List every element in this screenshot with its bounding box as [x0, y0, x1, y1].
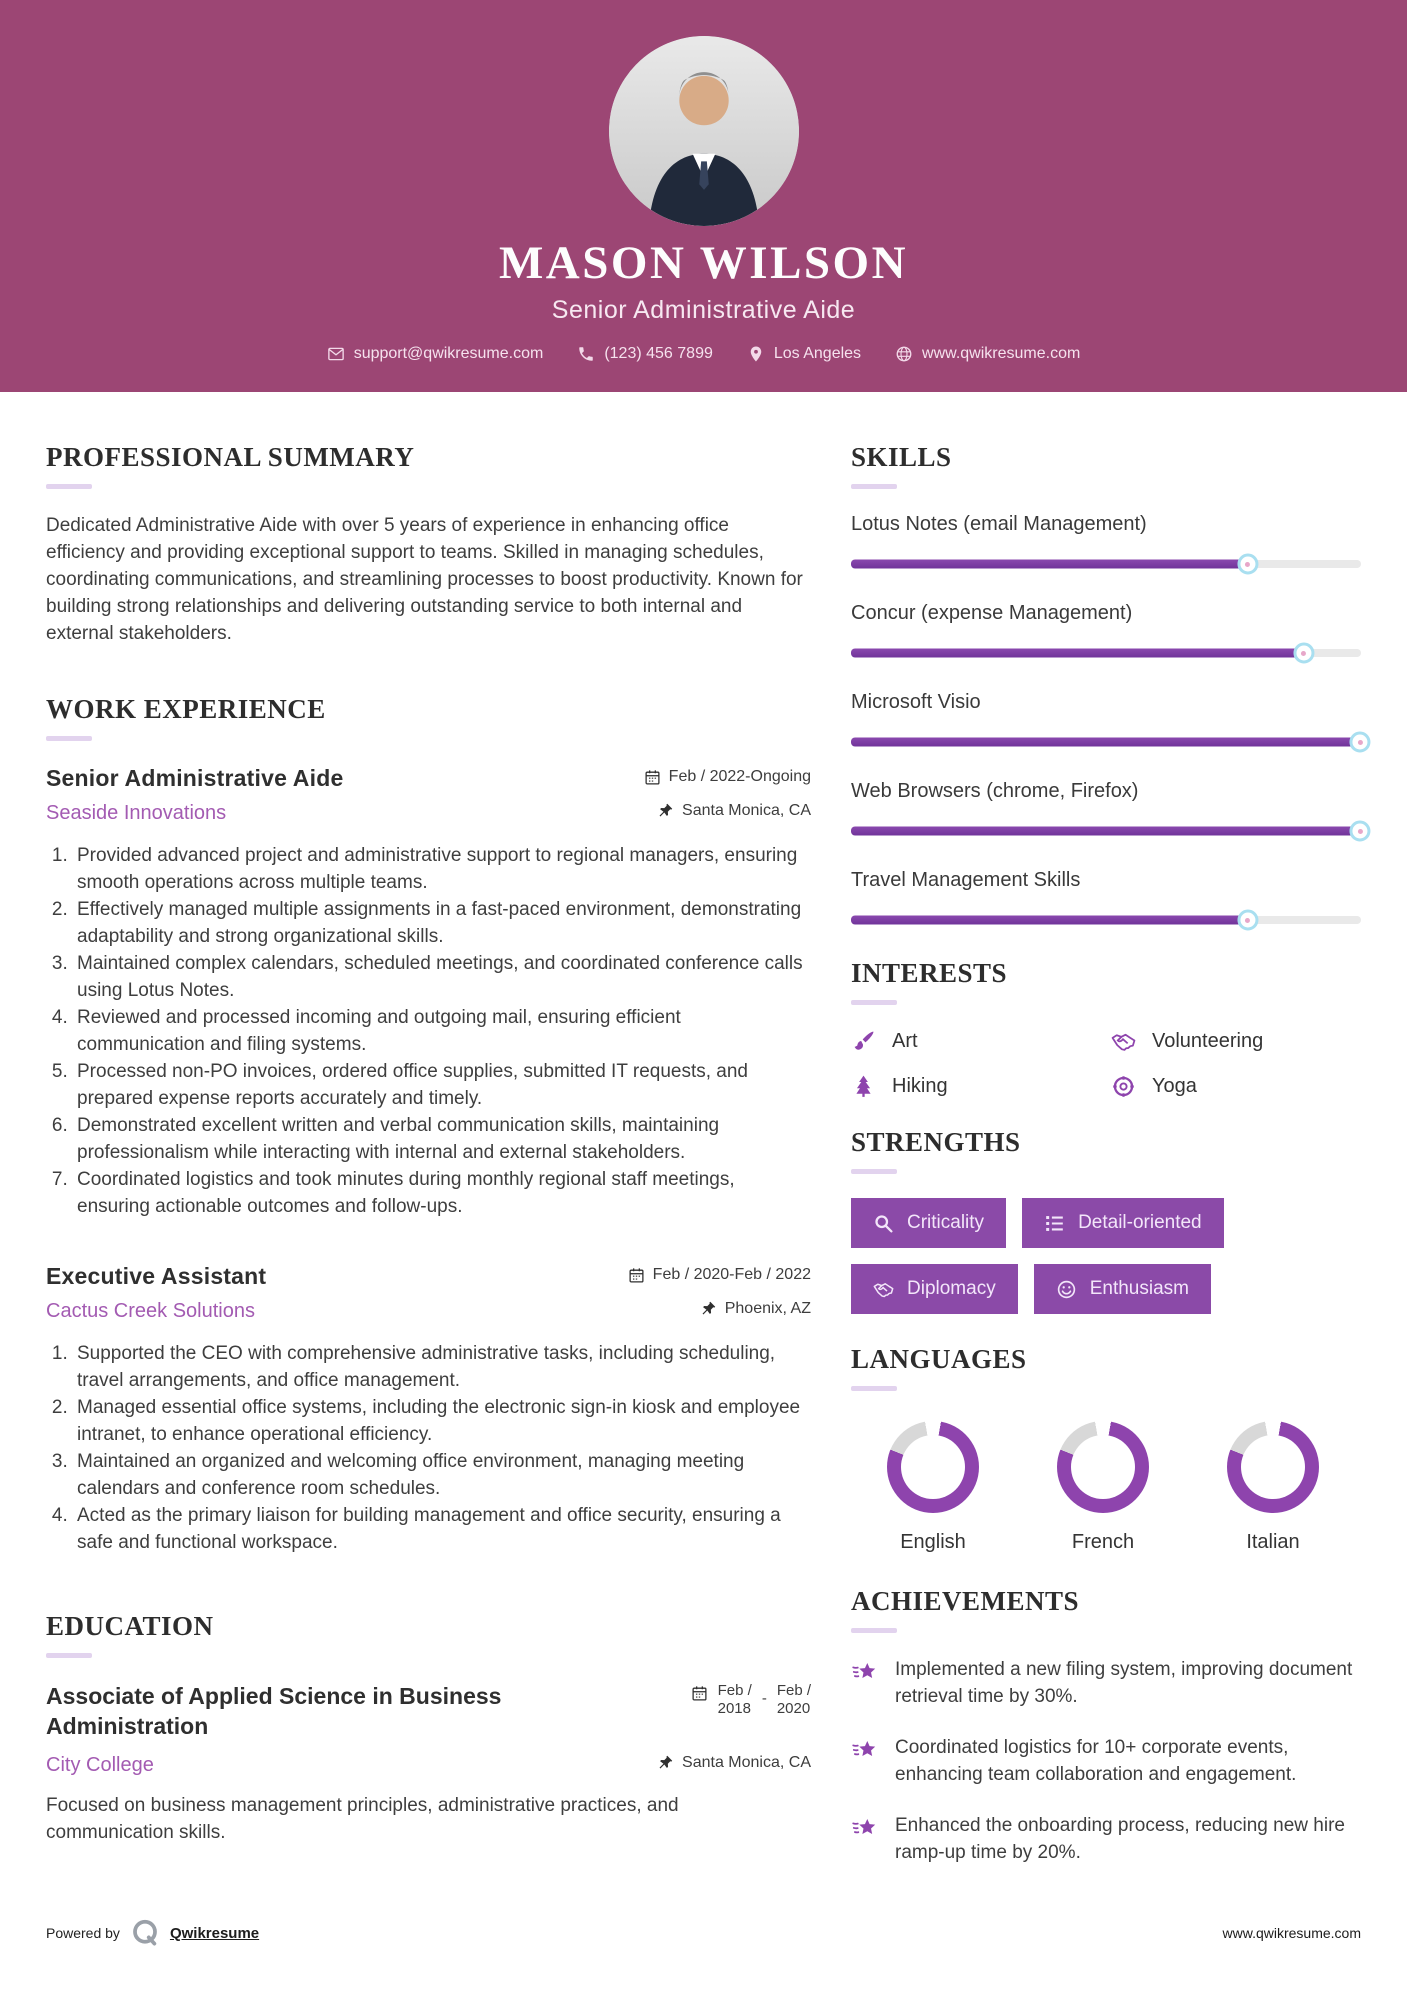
left-column [46, 442, 811, 1891]
section-heading: STRENGTHS [851, 1127, 1021, 1157]
strength-label: Enthusiasm [1089, 1278, 1189, 1299]
section-professional-summary [46, 442, 811, 648]
job-bullet: 7. Coordinated logistics and took minutes during monthly regional staff meetings, ensuring actionable outcomes and follow-ups. [73, 1167, 811, 1221]
header [0, 0, 1407, 392]
language-donut [1057, 1421, 1149, 1513]
section-achievements [851, 1586, 1361, 1867]
section-interests [851, 958, 1361, 1099]
skill-item [851, 780, 1361, 842]
skill-label: Web Browsers (chrome, Firefox) [851, 780, 1139, 802]
qwikresume-link[interactable]: Qwikresume [169, 1924, 260, 1942]
section-heading: EDUCATION [46, 1611, 214, 1642]
language-donut [1227, 1421, 1319, 1513]
job-bullet: 3. Maintained an organized and welcoming office environment, managing meeting calendars and conference room schedules. [73, 1449, 811, 1503]
interest-label: Hiking [892, 1075, 948, 1097]
shooting-star-icon [851, 1737, 878, 1764]
skill-slider[interactable] [851, 909, 1361, 931]
phone-link[interactable] [577, 345, 713, 363]
skill-item [851, 602, 1361, 664]
interest-item [1111, 1029, 1361, 1054]
job-location: Santa Monica, CA [682, 801, 811, 819]
right-column [851, 442, 1361, 1891]
section-education [46, 1611, 811, 1847]
skill-label: Microsoft Visio [851, 691, 981, 713]
tree-icon [851, 1074, 876, 1099]
job-entry [46, 765, 811, 1221]
language-label: English [900, 1531, 966, 1553]
interest-label: Art [892, 1030, 918, 1052]
slider-thumb[interactable] [1349, 732, 1370, 753]
summary-text: Dedicated Administrative Aide with over 5 years of experience in enhancing office efficiency and providing exceptional support to teams. Skilled in managing schedules, coordinating communications, and streamlining processes to boost productivity. Known for building strong relationships and delivering outstanding service to both internal and external stakeholders. [46, 515, 803, 644]
magnifier-icon [873, 1213, 894, 1234]
skill-slider[interactable] [851, 553, 1361, 575]
footer [46, 1918, 1361, 1948]
achievement-text: Enhanced the onboarding process, reducing new hire ramp-up time by 20%. [895, 1814, 1345, 1863]
handshake-icon [1111, 1029, 1136, 1054]
paintbrush-icon [851, 1029, 876, 1054]
heading-rule [46, 736, 92, 741]
job-title: Executive Assistant [46, 1262, 267, 1289]
job-bullet: 1. Provided advanced project and administrative support to regional managers, ensuring smooth operations across multiple teams. [73, 843, 811, 897]
education-location: Santa Monica, CA [682, 1753, 811, 1771]
handshake-icon [873, 1279, 894, 1300]
heading-rule [851, 1169, 897, 1174]
slider-fill [851, 649, 1305, 658]
email-link[interactable] [327, 345, 544, 363]
skill-slider[interactable] [851, 820, 1361, 842]
calendar-icon [644, 769, 661, 786]
interest-label: Volunteering [1152, 1030, 1264, 1052]
location-item [747, 345, 861, 363]
section-heading: ACHIEVEMENTS [851, 1586, 1080, 1616]
website-link[interactable] [895, 345, 1080, 363]
page-title: MASON WILSON [498, 237, 909, 289]
job-entry [46, 1263, 811, 1557]
date-separator: - [761, 1690, 767, 1708]
section-heading: WORK EXPERIENCE [46, 693, 326, 724]
achievement-text: Coordinated logistics for 10+ corporate events, enhancing team collaboration and engagement. [895, 1736, 1297, 1785]
website-text: www.qwikresume.com [922, 345, 1081, 362]
date-from-month: Feb / [717, 1682, 752, 1700]
section-work-experience [46, 694, 811, 1557]
pushpin-icon [657, 1754, 674, 1771]
job-bullet: 4. Reviewed and processed incoming and outgoing mail, ensuring efficient communication and filing systems. [73, 1005, 811, 1059]
strength-label: Detail-oriented [1078, 1212, 1202, 1233]
job-bullet-list [46, 843, 811, 1221]
job-bullet: 2. Managed essential office systems, including the electronic sign-in kiosk and employee intranet, to enhance operational efficiency. [73, 1395, 811, 1449]
job-date: Feb / 2022-Ongoing [668, 768, 811, 786]
section-heading: SKILLS [851, 442, 952, 472]
shooting-star-icon [851, 1815, 878, 1842]
skill-item [851, 869, 1361, 931]
slider-fill [851, 738, 1361, 747]
envelope-icon [327, 345, 345, 363]
section-languages [851, 1344, 1361, 1554]
profile-photo [609, 36, 799, 226]
language-item [1203, 1421, 1343, 1554]
slider-thumb[interactable] [1237, 554, 1258, 575]
date-from-year: 2018 [717, 1700, 751, 1718]
qwikresume-logo-icon [130, 1918, 160, 1948]
footer-website[interactable]: www.qwikresume.com [1222, 1925, 1361, 1941]
language-item [863, 1421, 1003, 1554]
email-text: support@qwikresume.com [353, 345, 544, 362]
job-title: Senior Administrative Aide [46, 764, 344, 791]
list-icon [1044, 1213, 1065, 1234]
job-bullet: 6. Demonstrated excellent written and verbal communication skills, maintaining professionalism while interacting with internal and external stakeholders. [73, 1113, 811, 1167]
job-bullet: 4. Acted as the primary liaison for building management and office security, ensuring a safe and functional workspace. [73, 1503, 811, 1557]
skill-label: Travel Management Skills [851, 869, 1081, 891]
job-bullet: 1. Supported the CEO with comprehensive administrative tasks, including scheduling, travel arrangements, and office management. [73, 1341, 811, 1395]
job-location: Phoenix, AZ [724, 1299, 811, 1317]
slider-thumb[interactable] [1237, 910, 1258, 931]
calendar-icon [628, 1267, 645, 1284]
heading-rule [851, 1386, 897, 1391]
education-description: Focused on business management principles, administrative practices, and communication skills. [46, 1795, 679, 1844]
heading-rule [46, 484, 92, 489]
powered-by-label: Powered by [46, 1925, 120, 1941]
job-headline: Senior Administrative Aide [551, 296, 856, 324]
skill-item [851, 691, 1361, 753]
strength-label: Diplomacy [907, 1278, 996, 1299]
job-bullet: 5. Processed non-PO invoices, ordered office supplies, submitted IT requests, and prepared expense reports accurately and timely. [73, 1059, 811, 1113]
globe-icon [895, 345, 913, 363]
slider-fill [851, 916, 1249, 925]
strength-badge-diplomacy[interactable] [851, 1264, 1018, 1314]
slider-thumb[interactable] [1349, 821, 1370, 842]
education-date [691, 1682, 811, 1742]
wheel-icon [1111, 1074, 1136, 1099]
phone-text: (123) 456 7899 [604, 345, 713, 362]
company-link[interactable]: Seaside Innovations [46, 802, 227, 825]
contact-bar [0, 345, 1407, 363]
interest-item [851, 1029, 1101, 1054]
section-strengths [851, 1127, 1361, 1314]
strength-badge-criticality[interactable] [851, 1198, 1006, 1248]
skill-label: Concur (expense Management) [851, 602, 1133, 624]
language-item [1033, 1421, 1173, 1554]
language-label: French [1071, 1531, 1135, 1553]
language-label: Italian [1246, 1531, 1300, 1553]
heading-rule [851, 1628, 897, 1633]
achievement-item [851, 1813, 1361, 1867]
date-to-year: 2020 [776, 1700, 811, 1718]
achievement-item [851, 1735, 1361, 1789]
pushpin-icon [700, 1300, 717, 1317]
school-link[interactable]: City College [46, 1754, 154, 1777]
achievement-item [851, 1657, 1361, 1711]
interest-item [1111, 1074, 1361, 1099]
skill-slider[interactable] [851, 642, 1361, 664]
section-heading: PROFESSIONAL SUMMARY [46, 442, 415, 472]
pushpin-icon [657, 802, 674, 819]
slider-fill [851, 560, 1249, 569]
job-date: Feb / 2020-Feb / 2022 [652, 1266, 811, 1284]
degree-title: Associate of Applied Science in Business Administration [46, 1683, 502, 1740]
section-skills [851, 442, 1361, 931]
achievement-text: Implemented a new filing system, improving document retrieval time by 30%. [895, 1659, 1353, 1707]
date-to-month: Feb / [776, 1682, 811, 1700]
shooting-star-icon [851, 1659, 878, 1686]
job-bullet-list [46, 1341, 811, 1557]
heading-rule [46, 1653, 92, 1658]
skill-slider[interactable] [851, 731, 1361, 753]
calendar-icon [691, 1685, 708, 1702]
job-bullet: 2. Effectively managed multiple assignments in a fast-paced environment, demonstrating adaptability and strong organizational skills. [73, 897, 811, 951]
section-heading: INTERESTS [851, 958, 1008, 988]
interest-item [851, 1074, 1101, 1099]
phone-icon [577, 345, 595, 363]
skill-label: Lotus Notes (email Management) [851, 513, 1147, 535]
heading-rule [851, 484, 897, 489]
language-donut [887, 1421, 979, 1513]
skill-item [851, 513, 1361, 575]
job-bullet: 3. Maintained complex calendars, scheduled meetings, and coordinated conference calls using Lotus Notes. [73, 951, 811, 1005]
interest-label: Yoga [1152, 1075, 1197, 1097]
heading-rule [851, 1000, 897, 1005]
strength-badge-detail-oriented[interactable] [1022, 1198, 1224, 1248]
section-heading: LANGUAGES [851, 1344, 1027, 1374]
strength-badge-enthusiasm[interactable] [1034, 1264, 1211, 1314]
strength-label: Criticality [907, 1212, 985, 1233]
smiley-icon [1056, 1279, 1077, 1300]
slider-thumb[interactable] [1293, 643, 1314, 664]
company-link[interactable]: Cactus Creek Solutions [46, 1300, 255, 1323]
map-marker-icon [747, 345, 765, 363]
slider-fill [851, 827, 1361, 836]
location-text: Los Angeles [773, 345, 862, 362]
